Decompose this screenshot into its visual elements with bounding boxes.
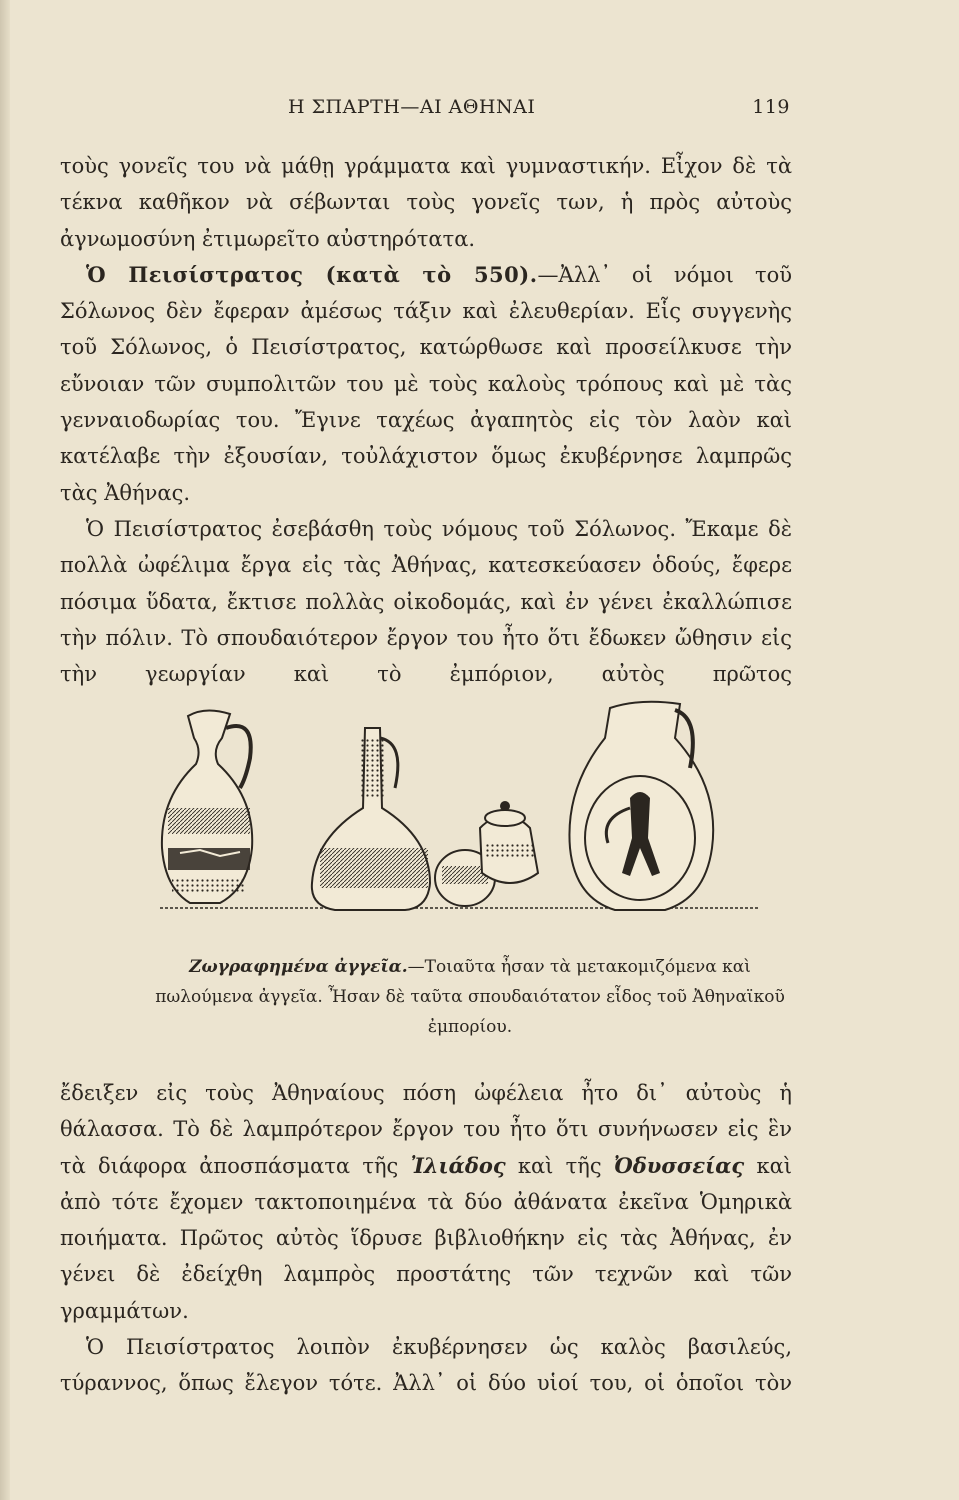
odyssey-title: Ὀδυσσείας	[613, 1152, 745, 1178]
paragraph-5: Ὁ Πεισίστρατος λοιπὸν ἐκυβέρνησεν ὡς καλὸς βασιλεύς, τύραννος, ὅπως ἔλεγον τότε. Ἀλλ᾽ οἱ δύο υἱοί του, οἱ ὁποῖοι τὸν	[60, 1335, 792, 1396]
paragraph-4-end: καὶ ἀπὸ τότε ἔχομεν τακτοποιημένα τὰ δύο ἀθάνατα ἐκεῖνα Ὁμηρικὰ ποιήματα. Πρῶτος αὐτὸς ἵδρυσε βιβλιοθήκην εἰς τὰς Ἀθήνας, ἐν γένει δὲ ἐδείχθη λαμπρὸς προστάτης τῶν τεχνῶν καὶ τῶν γραμμάτων.	[60, 1153, 792, 1323]
top-text-block	[60, 148, 792, 692]
page-edge	[0, 0, 10, 1500]
page-header	[100, 96, 790, 126]
paragraph-4	[60, 1075, 792, 1329]
caption-text: —Τοιαῦτα ἦσαν τὰ μετακομιζόμενα καὶ πωλούμενα ἀγγεῖα. Ἦσαν δὲ ταῦτα σπουδαιότατον εἶδος τοῦ Ἀθηναϊκοῦ ἐμπορίου.	[155, 957, 785, 1037]
running-head: Η ΣΠΑΡΤΗ—ΑΙ ΑΘΗΝΑΙ	[288, 96, 536, 118]
paragraph-2-body: —Ἀλλ᾽ οἱ νόμοι τοῦ Σόλωνος δὲν ἔφεραν ἀμέσως τάξιν καὶ ἐλευθερίαν. Εἷς συγγενὴς τοῦ Σόλωνος, ὁ Πεισίστρατος, κατώρθωσε καὶ προσείλκυσε τὴν εὔνοιαν τῶν συμπολιτῶν του μὲ τοὺς καλοὺς τρόπους καὶ μὲ τὰς γενναιοδωρίας του. Ἔγινε ταχέως ἀγαπητὸς εἰς τὸν λαὸν καὶ κατέλαβε τὴν ἐξουσίαν, τοὐλάχιστον ὅμως ἐκυβέρνησε λαμπρῶς τὰς Ἀθήνας.	[60, 262, 792, 505]
page-number: 119	[752, 96, 790, 118]
section-heading: Ὁ Πεισίστρατος (κατὰ τὸ 550).	[86, 261, 538, 287]
paragraph-2	[60, 257, 792, 511]
oinochoe-vase	[162, 710, 252, 903]
painted-vases-illustration	[160, 698, 760, 948]
paragraph-4-start: ἔδειξεν εἰς τοὺς Ἀθηναίους πόση ὠφέλεια ἦτο δι᾽ αὐτοὺς ἡ θάλασσα. Τὸ δὲ λαμπρότερον ἔργον του ἦτο ὅτι συνήνωσεν εἰς ἓν τὰ διάφορα ἀποσπάσματα τῆς	[60, 1081, 792, 1178]
caption-title: Ζωγραφημένα ἀγγεῖα.	[189, 957, 408, 977]
figure-caption	[140, 952, 800, 1042]
iliad-title: Ἰλιάδος	[410, 1152, 506, 1178]
and-of-text: καὶ τῆς	[517, 1153, 602, 1178]
bottom-text-block	[60, 1075, 792, 1402]
lidded-pot	[480, 801, 538, 883]
amphora-vase	[569, 702, 713, 910]
paragraph-1: τοὺς γονεῖς του νὰ μάθῃ γράμματα καὶ γυμναστικήν. Εἶχον δὲ τὰ τέκνα καθῆκον νὰ σέβωνται τοὺς γονεῖς των, ἡ πρὸς αὐτοὺς ἀγνωμοσύνη ἐτιμωρεῖτο αὐστηρότατα.	[60, 154, 792, 251]
flask-vase	[312, 728, 430, 910]
paragraph-3: Ὁ Πεισίστρατος ἐσεβάσθη τοὺς νόμους τοῦ Σόλωνος. Ἔκαμε δὲ πολλὰ ὠφέλιμα ἔργα εἰς τὰς Ἀθήνας, κατεσκεύασεν ὁδούς, ἔφερε πόσιμα ὕδατα, ἔκτισε πολλὰς οἰκοδομάς, καὶ ἐν γένει ἐκαλλώπισε τὴν πόλιν. Τὸ σπουδαιότερον ἔργον του ἦτο ὅτι ἔδωκεν ὤθησιν εἰς τὴν γεωργίαν καὶ τὸ ἐμπόριον, αὐτὸς πρῶτος	[60, 516, 792, 687]
